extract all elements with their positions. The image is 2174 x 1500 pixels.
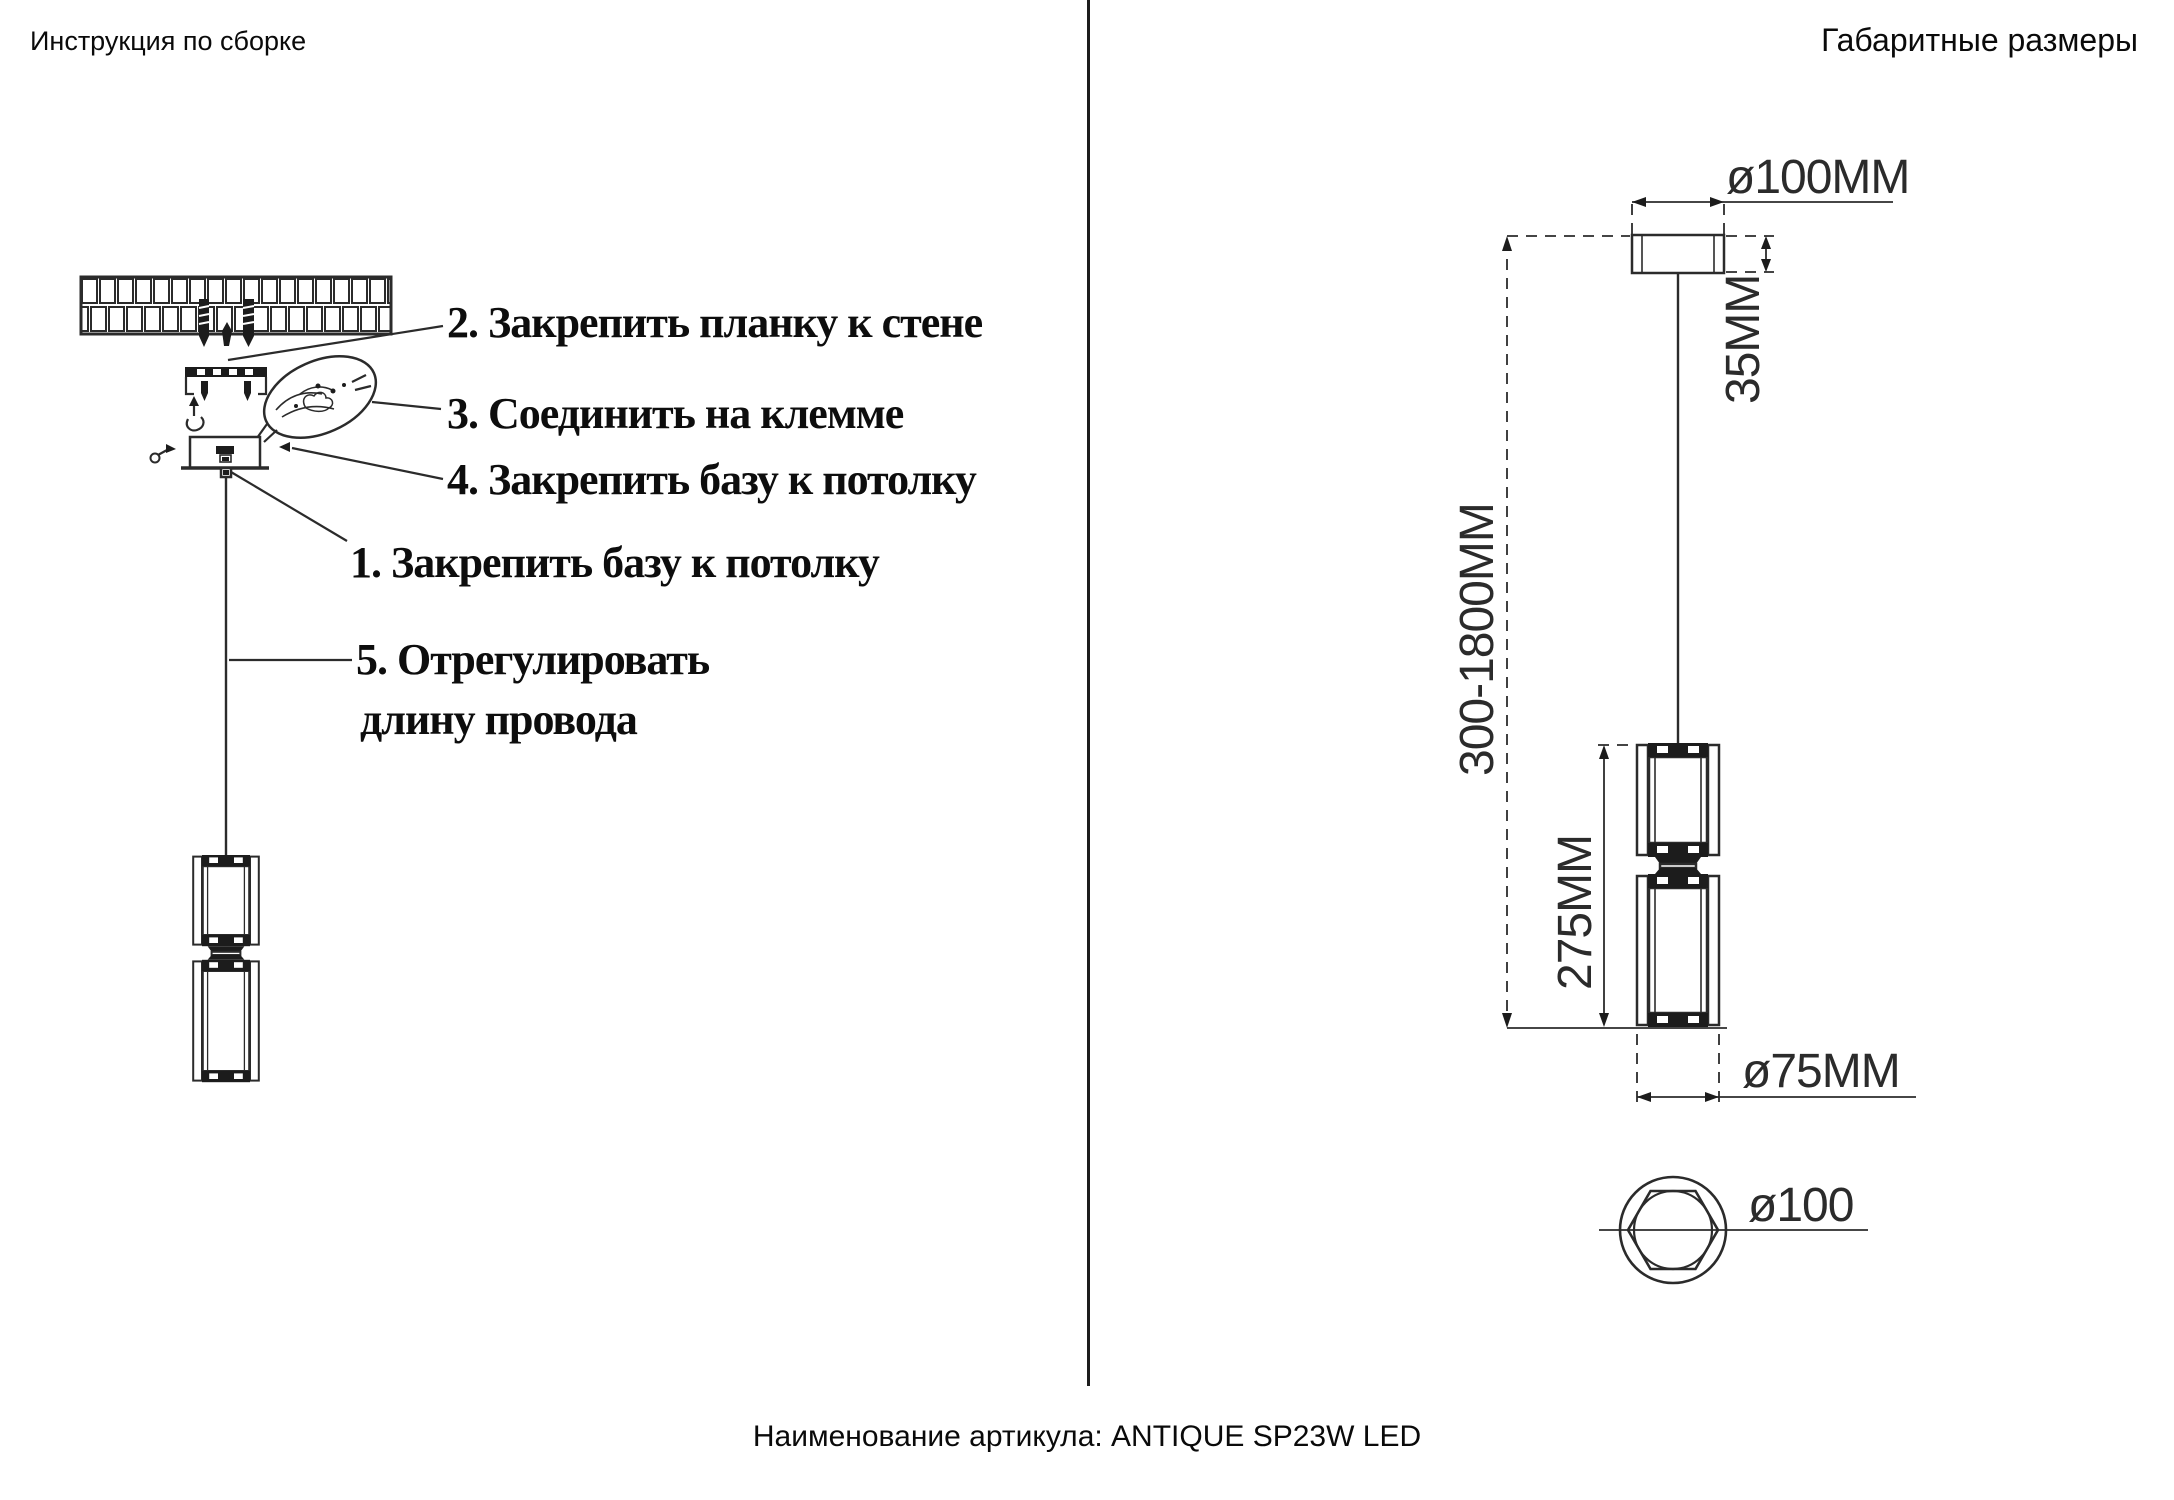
body-diameter-label: ø75MM (1742, 1045, 1900, 1098)
suspension-length-label: 300-1800MM (1451, 503, 1504, 777)
right-panel-title: Габаритные размеры (1821, 22, 2138, 58)
canopy-side-view (1632, 235, 1724, 273)
article-caption: Наименование артикула: ANTIQUE SP23W LED (752, 1420, 1422, 1453)
screw-icon-right (279, 442, 290, 452)
safety-hook-arrow (187, 396, 204, 430)
step-5-label-line1: 5. Отрегулировать (356, 635, 710, 684)
left-panel-title: Инструкция по сборке (30, 26, 307, 56)
canopy-bottom-view (1599, 1177, 1868, 1283)
body-height-label: 275MM (1549, 834, 1602, 991)
step-4-label: 4. Закрепить базу к потолку (447, 455, 976, 504)
step-2-label: 2. Закрепить планку к стене (447, 298, 983, 347)
dimension-body-diameter (1637, 1034, 1916, 1102)
step-3-label: 3. Соединить на клемме (447, 389, 904, 438)
canopy-height-label: 35MM (1717, 274, 1770, 404)
dimension-canopy-diameter (1632, 197, 1893, 234)
dimension-canopy-height (1726, 236, 1774, 272)
step-5-label-line2: длину провода (360, 695, 637, 744)
canopy-diameter-label: ø100MM (1726, 151, 1910, 204)
screw-icon-left (151, 444, 177, 463)
step-1-label: 1. Закрепить базу к потолку (350, 538, 879, 587)
mounting-bracket-drawing (185, 367, 267, 401)
wire-terminal-magnifier-oval (251, 340, 388, 454)
ceiling-base-box-drawing (181, 437, 269, 477)
pendant-lamp-right (1637, 743, 1719, 1027)
wall-section-drawing (81, 277, 391, 334)
pendant-lamp-left (193, 855, 259, 1082)
canopy-view-diameter-label: ø100 (1748, 1179, 1854, 1232)
dimension-body-height (1598, 745, 1636, 1027)
